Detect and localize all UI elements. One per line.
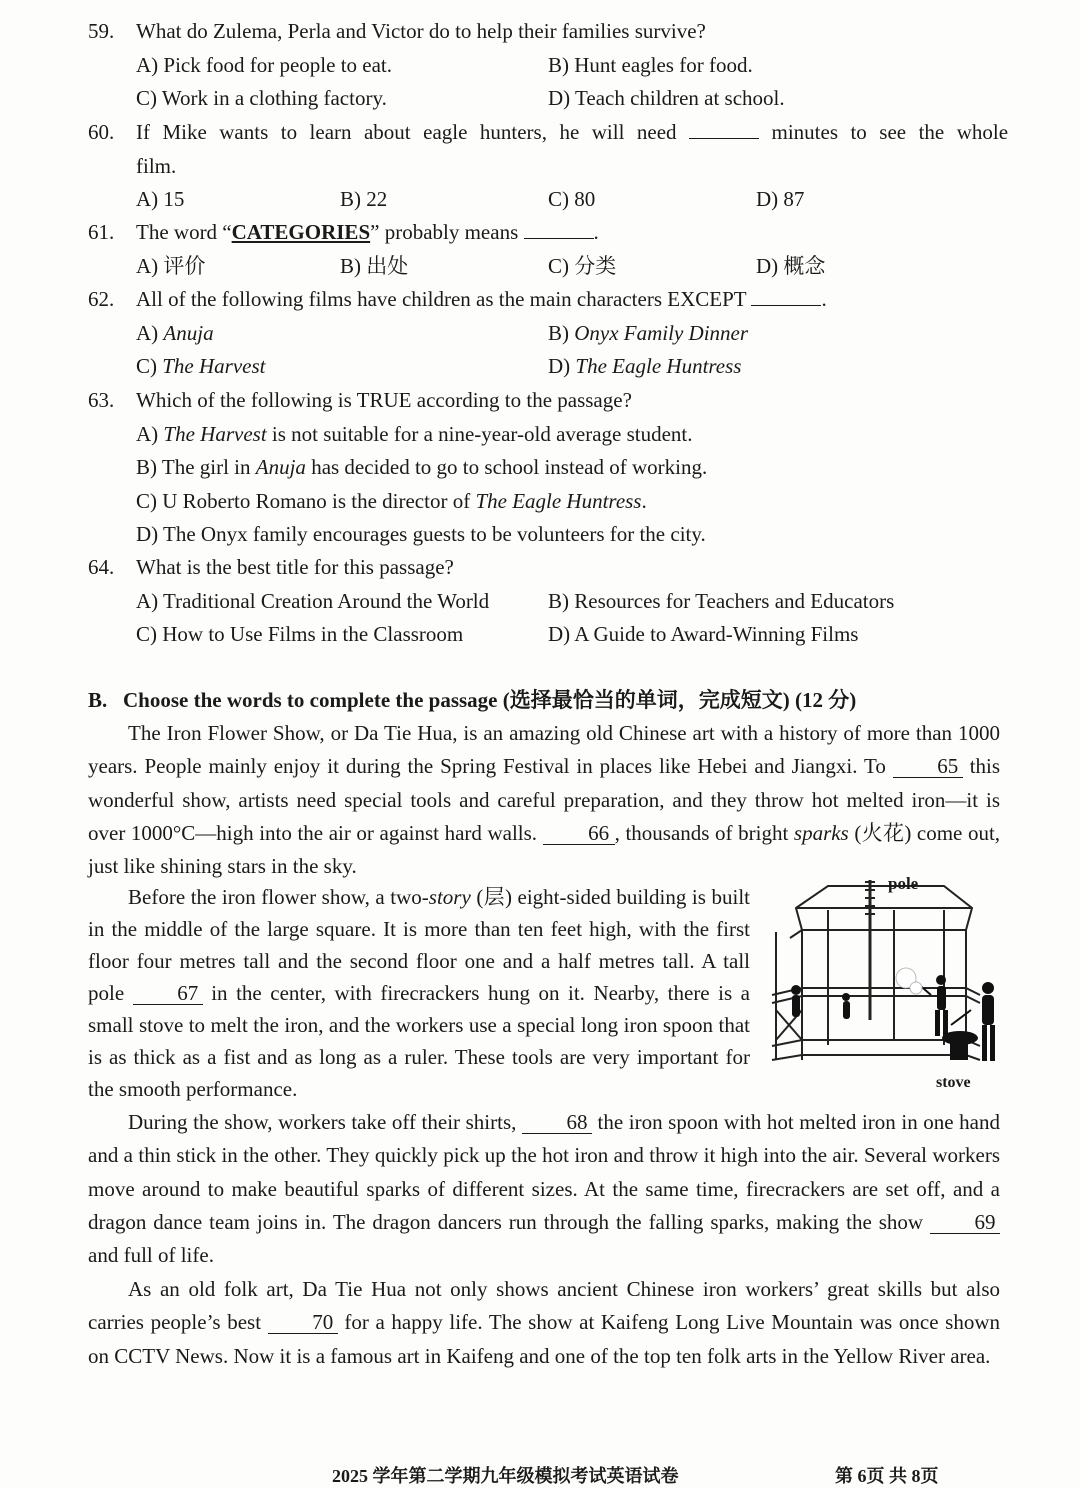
exam-title-footer: 2025 学年第二学期九年级模拟考试英语试卷	[332, 1466, 679, 1486]
passage-paragraph-2: Before the iron flower show, a two-story (层) eight-sided building is built in the middle of the large square. It is more than ten feet high, with the first floor four metres tall and the second floor one and a half metres tall. A tall pole 67 in the center, with firecrackers hung on it. Nearby, there is a small stove to melt the iron, and the workers use a special long iron spoon that is as thick as a fist and as long as a ruler. These tools are very important for the smooth performance.	[88, 885, 751, 1101]
answer-blank	[524, 220, 594, 239]
option-a: A) Traditional Creation Around the World	[136, 588, 490, 613]
option-d: D) Teach children at school.	[548, 86, 785, 110]
question-number: 64.	[88, 555, 115, 579]
option-c: C) How to Use Films in the Classroom	[136, 622, 464, 646]
question-number: 59.	[88, 19, 115, 43]
answer-blank	[751, 287, 821, 306]
blank-65: 65	[893, 755, 963, 778]
blank-67: 67	[133, 982, 203, 1005]
option-a: A) 评价	[136, 253, 206, 278]
question-61	[88, 216, 1008, 283]
passage-paragraph-1: The Iron Flower Show, or Da Tie Hua, is an amazing old Chinese art with a history of more than 1000 years. People mainly enjoy it during the Spring Festival in places like Hebei and Jiangxi. To 65 this wonderful show, artists need special tools and careful preparation, and they throw hot melted iron—it is over 1000°C—high into the air or against hard walls. 66 , thousands of bright sparks (火花) come out, just like shining stars in the sky.	[88, 721, 1001, 879]
question-62	[88, 283, 1008, 384]
option-a: A) Anuja	[136, 320, 214, 345]
question-number: 60.	[88, 120, 115, 144]
target-word: CATEGORIES	[231, 220, 371, 244]
option-c: C) U Roberto Romano is the director of The Eagle Huntress.	[136, 488, 647, 513]
question-stem: What is the best title for this passage?	[136, 555, 454, 579]
question-stem: All of the following films have children as the main characters EXCEPT .	[136, 287, 827, 311]
option-c: C) 80	[548, 187, 596, 211]
passage-paragraph-4: As an old folk art, Da Tie Hua not only shows ancient Chinese iron workers’ great skills but also carries people’s best 70 for a happy life. The show at Kaifeng Long Live Mountain was once shown on CCTV News. Now it is a famous art in Kaifeng and one of the top ten folk arts in the Yellow River area.	[88, 1277, 1000, 1368]
pavilion-drawing	[766, 870, 1006, 1095]
question-number: 63.	[88, 388, 115, 412]
option-d: D) The Eagle Huntress	[548, 354, 742, 378]
passage-paragraph-3: During the show, workers take off their shirts, 68 the iron spoon with hot melted iron in one hand and a thin stick in the other. They quickly pick up the hot iron and throw it high into the air. Several workers move around to make beautiful sparks of different sizes. At the same time, firecrackers are set off, and a dragon dance team joins in. The dragon dancers run through the falling sparks, making the show 69 and full of life.	[88, 1110, 1001, 1268]
answer-blank	[689, 120, 759, 139]
question-stem: If Mike wants to learn about eagle hunters, he will need minutes to see the whole	[136, 120, 1009, 144]
option-b: B) Hunt eagles for food.	[548, 52, 753, 77]
option-c: C) 分类	[548, 253, 617, 278]
option-c: C) The Harvest	[136, 354, 266, 378]
option-d: D) 概念	[756, 253, 826, 278]
option-a: A) 15	[136, 187, 185, 211]
section-b-heading	[88, 684, 856, 714]
question-stem: The word “CATEGORIES” probably means .	[136, 220, 599, 244]
option-d: D) The Onyx family encourages guests to be volunteers for the city.	[136, 522, 706, 546]
section-label: B.	[88, 688, 108, 712]
question-60	[88, 116, 1008, 217]
question-number: 61.	[88, 220, 115, 244]
pole-label: pole	[888, 874, 919, 893]
option-b: B) 出处	[340, 253, 409, 278]
question-number: 62.	[88, 287, 115, 311]
option-d: D) 87	[756, 187, 805, 211]
blank-68: 68	[522, 1111, 592, 1134]
blank-70: 70	[268, 1311, 338, 1334]
question-stem-cont: film.	[136, 153, 177, 178]
question-63	[88, 384, 1008, 552]
option-b: B) Onyx Family Dinner	[548, 320, 749, 345]
option-a: A) The Harvest is not suitable for a nine-year-old average student.	[136, 421, 693, 446]
option-d: D) A Guide to Award-Winning Films	[548, 622, 859, 646]
question-stem: What do Zulema, Perla and Victor do to help their families survive?	[136, 19, 706, 43]
blank-66: 66	[543, 822, 615, 845]
option-b: B) 22	[340, 187, 388, 211]
option-a: A) Pick food for people to eat.	[136, 52, 393, 77]
section-title: Choose the words to complete the passage (选择最恰当的单词，完成短文) (12 分)	[123, 688, 857, 712]
blank-69: 69	[930, 1211, 1000, 1234]
question-59	[88, 15, 1008, 116]
question-stem: Which of the following is TRUE according to the passage?	[136, 388, 632, 412]
page-number: 第 6页 共 8页	[835, 1466, 939, 1486]
option-c: C) Work in a clothing factory.	[136, 86, 387, 110]
question-64	[88, 551, 1008, 652]
stove-label: stove	[936, 1074, 971, 1091]
option-b: B) Resources for Teachers and Educators	[548, 588, 895, 613]
option-b: B) The girl in Anuja has decided to go to school instead of working.	[136, 455, 708, 479]
iron-flower-illustration	[766, 870, 1006, 1095]
